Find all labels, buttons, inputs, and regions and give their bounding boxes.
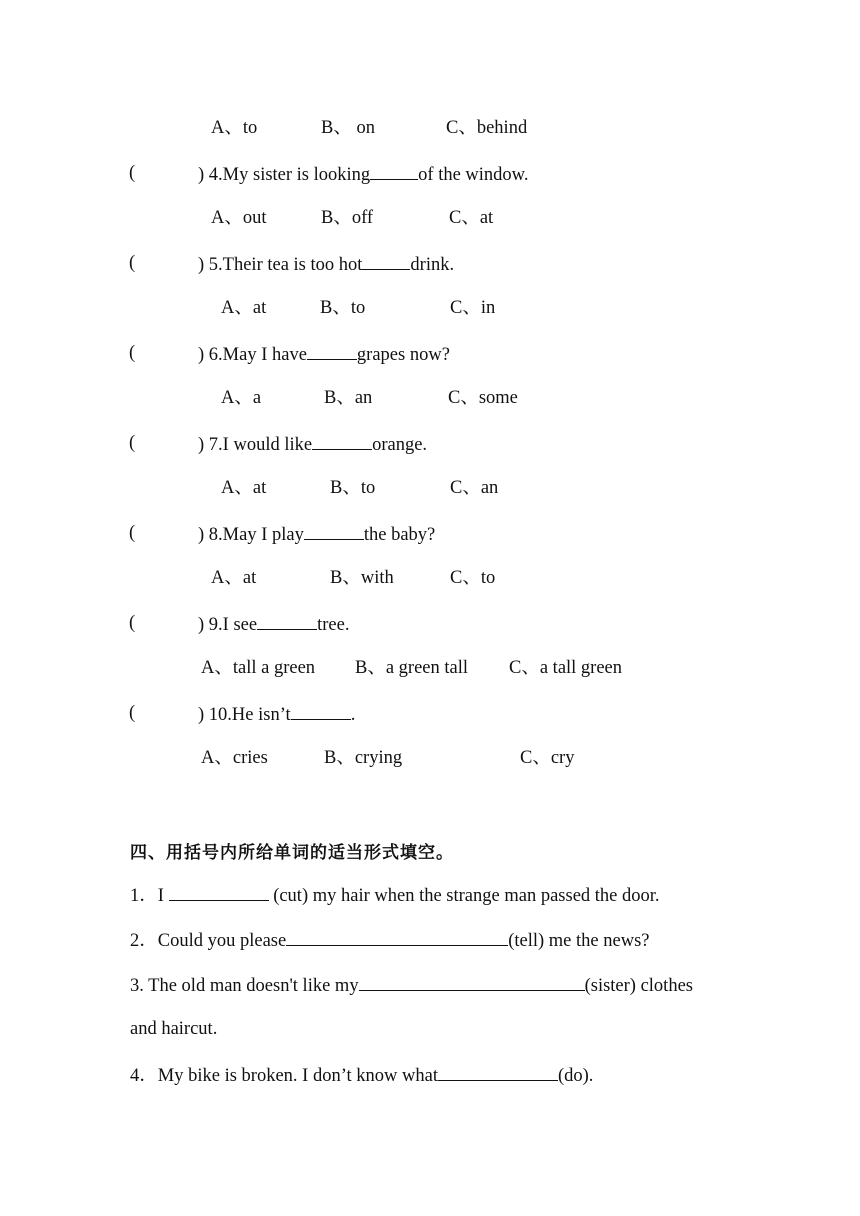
- q4-option-a: A、out: [211, 208, 267, 228]
- q10-option-a: A、cries: [201, 748, 268, 768]
- question-9-text: ) 9.I see tree.: [198, 611, 349, 637]
- fill-blank-1[interactable]: [169, 882, 269, 901]
- fill-item-4: 4．My bike is broken. I don’t know what (do).: [130, 1062, 593, 1088]
- q5-option-a: A、at: [221, 298, 267, 318]
- question-4-open-paren: (: [129, 163, 136, 183]
- q3-option-a: A、to: [211, 118, 258, 138]
- q7-option-b: B、to: [330, 478, 376, 498]
- question-6-text: ) 6.May I have grapes now?: [198, 341, 450, 367]
- q6-option-b: B、an: [324, 388, 373, 408]
- q3-option-b: B、 on: [321, 118, 375, 138]
- answer-blank[interactable]: [291, 701, 351, 720]
- answer-blank[interactable]: [370, 161, 418, 180]
- q4-option-c: C、at: [449, 208, 494, 228]
- fill-blank-2[interactable]: [286, 927, 508, 946]
- q8-option-b: B、with: [330, 568, 394, 588]
- fill-item-1: 1．I (cut) my hair when the strange man passed the door.: [130, 882, 660, 908]
- answer-blank[interactable]: [307, 341, 357, 360]
- q8-option-a: A、at: [211, 568, 257, 588]
- question-10-text: ) 10.He isn’t .: [198, 701, 355, 727]
- question-4-text: ) 4.My sister is looking of the window.: [198, 161, 528, 187]
- question-5-text: ) 5.Their tea is too hot drink.: [198, 251, 454, 277]
- q6-option-c: C、some: [448, 388, 518, 408]
- fill-blank-3[interactable]: [359, 972, 585, 991]
- question-7-open-paren: (: [129, 433, 136, 453]
- fill-item-3: 3. The old man doesn't like my (sister) clothes: [130, 972, 693, 998]
- question-7-text: ) 7.I would like orange.: [198, 431, 427, 457]
- q8-option-c: C、to: [450, 568, 496, 588]
- question-9-open-paren: (: [129, 613, 136, 633]
- q10-option-c: C、cry: [520, 748, 575, 768]
- section-4-title: 四、用括号内所给单词的适当形式填空。: [130, 843, 454, 863]
- answer-blank[interactable]: [304, 521, 364, 540]
- question-8-open-paren: (: [129, 523, 136, 543]
- q9-option-c: C、a tall green: [509, 658, 623, 678]
- q6-option-a: A、a: [221, 388, 262, 408]
- fill-item-2: 2．Could you please (tell) me the news?: [130, 927, 649, 953]
- q10-option-b: B、crying: [324, 748, 403, 768]
- fill-blank-4[interactable]: [438, 1062, 558, 1081]
- fill-item-3-continued: and haircut.: [130, 1019, 218, 1039]
- q3-option-c: C、behind: [446, 118, 528, 138]
- q4-option-b: B、off: [321, 208, 374, 228]
- q9-option-b: B、a green tall: [355, 658, 469, 678]
- q7-option-c: C、an: [450, 478, 499, 498]
- q9-option-a: A、tall a green: [201, 658, 316, 678]
- question-10-open-paren: (: [129, 703, 136, 723]
- question-6-open-paren: (: [129, 343, 136, 363]
- question-5-open-paren: (: [129, 253, 136, 273]
- answer-blank[interactable]: [362, 251, 410, 270]
- answer-blank[interactable]: [257, 611, 317, 630]
- q5-option-c: C、in: [450, 298, 496, 318]
- question-8-text: ) 8.May I play the baby?: [198, 521, 435, 547]
- q5-option-b: B、to: [320, 298, 366, 318]
- answer-blank[interactable]: [312, 431, 372, 450]
- q7-option-a: A、at: [221, 478, 267, 498]
